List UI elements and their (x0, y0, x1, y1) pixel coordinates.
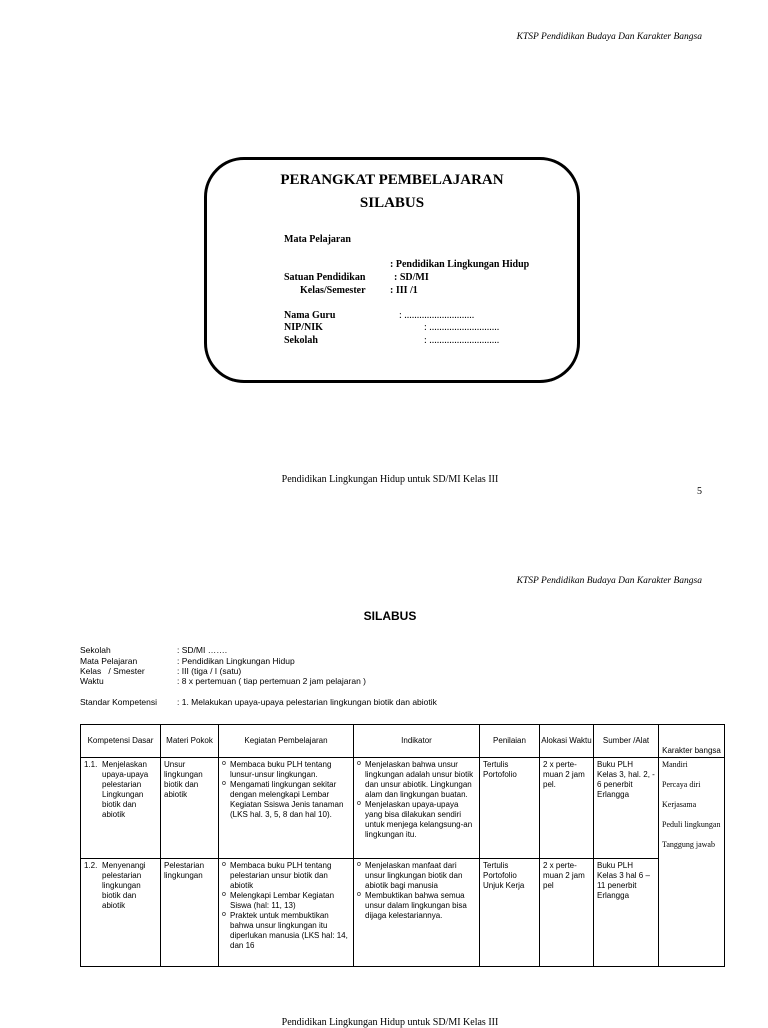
col-header-sumber: Sumber /Alat (594, 725, 659, 758)
karakter-cell (659, 758, 725, 967)
indikator-cell (354, 758, 480, 859)
kd-text: Menjelaskan upaya-upaya pelestarian Lingkungan biotik dan abiotik (102, 760, 149, 819)
list-item: o Menjelaskan manfaat dari unsur lingkungan biotik dan abiotik bagi manusia (357, 861, 476, 891)
kd-number: 1.1. (84, 760, 98, 769)
indikator-cell (354, 859, 480, 967)
sekolah-value: : ............................ (424, 335, 500, 346)
sekolah-label: Sekolah (284, 335, 318, 346)
table-row (81, 859, 725, 967)
info-value-sekolah: : SD/MI ……. (177, 645, 228, 655)
col-header-kegiatan: Kegiatan Pembelajaran (219, 725, 354, 758)
info-label-waktu: Waktu (80, 676, 104, 686)
silabus-table (80, 724, 725, 967)
col-header-materi: Materi Pokok (161, 725, 219, 758)
guru-label: Nama Guru (284, 310, 336, 321)
list-item: o Melengkapi Lembar Kegiatan Siswa (hal: 11, 13) (222, 891, 350, 911)
cover-box (204, 157, 580, 383)
col-header-indikator: Indikator (354, 725, 480, 758)
kelas-value: : III /1 (390, 285, 418, 296)
list-item: o Menjelaskan upaya-upaya yang bisa dilakukan sendiri untuk menjega kelangsung-an lingkungan itu. (357, 800, 476, 840)
list-item: o Membuktikan bahwa semua unsur dalam lingkungan bisa dijaga kelestariannya. (357, 891, 476, 921)
page-header-2: KTSP Pendidikan Budaya Dan Karakter Bangsa (516, 576, 702, 586)
sumber-cell: Buku PLH Kelas 3 hal 6 – 11 penerbit Erlangga (594, 859, 659, 967)
list-item: o Mengamati lingkungan sekitar dengan melengkapi Lembar Kegiatan Ssiswa Jenis tanaman (LKS hal. 3, 5, 8 dan hal 10). (222, 780, 350, 820)
cover-subtitle: SILABUS (359, 195, 425, 211)
cover-title: PERANGKAT PEMBELAJARAN (280, 172, 504, 188)
sumber-cell: Buku PLH Kelas 3, hal. 2, - 6 penerbit Erlangga (594, 758, 659, 859)
page-header: KTSP Pendidikan Budaya Dan Karakter Bangsa (516, 32, 702, 42)
col-header-alokasi: Alokasi Waktu (540, 725, 594, 758)
guru-value: : ............................ (399, 310, 475, 321)
col-header-penilaian: Penilaian (480, 725, 540, 758)
alokasi-cell: 2 x perte-muan 2 jam pel (540, 859, 594, 967)
satuan-label: Satuan Pendidikan (284, 272, 366, 283)
materi-cell: Unsur lingkungan biotik dan abiotik (161, 758, 219, 859)
sk-label: Standar Kompetensi (80, 697, 158, 707)
kd-number: 1.2. (84, 861, 98, 870)
karakter-item: Peduli lingkungan (662, 820, 721, 829)
penilaian-cell: Tertulis Portofolio Unjuk Kerja (480, 859, 540, 967)
nip-value: : ............................ (424, 322, 500, 333)
page-footer: Pendidikan Lingkungan Hidup untuk SD/MI Kelas III (281, 474, 499, 485)
penilaian-cell: Tertulis Portofolio (480, 758, 540, 859)
mata-pelajaran-label: Mata Pelajaran (284, 234, 351, 245)
table-row (81, 758, 725, 859)
info-value-waktu: : 8 x pertemuan ( tiap pertemuan 2 jam pelajaran ) (177, 676, 366, 686)
table-header-row (81, 725, 725, 758)
list-item: o Membaca buku PLH tentang lunsur-unsur lingkungan. (222, 760, 350, 780)
col-header-kd: Kompetensi Dasar (81, 725, 161, 758)
info-label-sekolah: Sekolah (80, 645, 111, 655)
karakter-item: Percaya diri (662, 780, 701, 789)
info-label-mapel: Mata Pelajaran (80, 656, 138, 666)
kegiatan-cell (219, 859, 354, 967)
karakter-item: Tanggung jawab (662, 840, 715, 849)
info-label-kelas: Kelas / Smester (80, 666, 145, 676)
info-value-kelas: : III (tiga / I (satu) (177, 666, 242, 676)
kelas-label: Kelas/Semester (300, 285, 366, 296)
karakter-item: Kerjasama (662, 800, 697, 809)
materi-cell: Pelestarian lingkungan (161, 859, 219, 967)
alokasi-cell: 2 x perte-muan 2 jam pel. (540, 758, 594, 859)
satuan-value: : SD/MI (394, 272, 429, 283)
kegiatan-cell (219, 758, 354, 859)
col-header-karakter: Karakter bangsa (659, 725, 725, 758)
nip-label: NIP/NIK (284, 322, 323, 333)
silabus-title: SILABUS (363, 609, 417, 623)
info-value-mapel: : Pendidikan Lingkungan Hidup (177, 656, 295, 666)
kd-cell (81, 859, 161, 967)
kd-text: Menyenangi pelestarian lingkungan biotik dan abiotik (102, 861, 146, 910)
page-number: 5 (697, 486, 702, 497)
list-item: o Praktek untuk membuktikan bahwa unsur lingkungan itu diperlukan manusia (LKS hal: 14, dan 16 (222, 911, 350, 951)
karakter-item: Mandiri (662, 760, 688, 769)
page-footer-2: Pendidikan Lingkungan Hidup untuk SD/MI Kelas III (281, 1017, 499, 1028)
list-item: o Membaca buku PLH tentang pelestarian unsur biotik dan abiotik (222, 861, 350, 891)
kd-cell (81, 758, 161, 859)
sk-value: : 1. Melakukan upaya-upaya pelestarian lingkungan biotik dan abiotik (177, 697, 437, 707)
list-item: o Menjelaskan bahwa unsur lingkungan adalah unsur biotik dan unsur abiotik. Lingkungan alam dan lingkungan buatan. (357, 760, 476, 800)
mata-pelajaran-value: : Pendidikan Lingkungan Hidup (390, 259, 530, 270)
